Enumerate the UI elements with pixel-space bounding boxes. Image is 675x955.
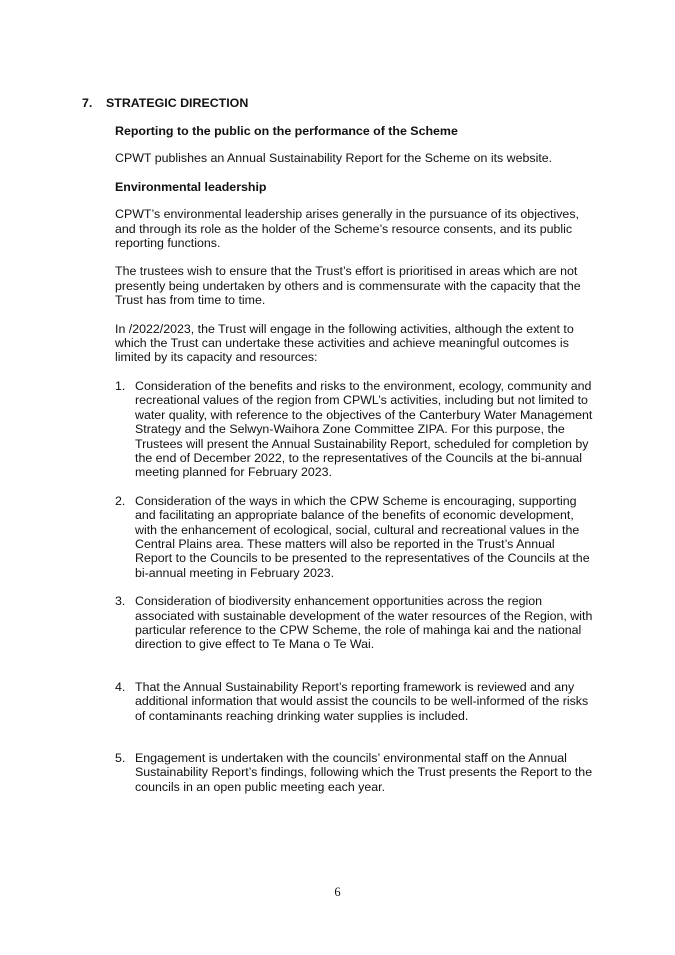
- reporting-heading: Reporting to the public on the performance of the Scheme: [115, 124, 458, 138]
- list-marker: 1.: [115, 378, 126, 393]
- list-item-text: Consideration of biodiversity enhancement opportunities across the region associated with sustainable development of the water resources of the Region, with particular reference to the CPW Scheme, the role of mahinga kai and the national direction to give effect to Te Mana o Te Wai.: [135, 594, 593, 652]
- section-number: 7.: [82, 96, 93, 110]
- list-item-text: Consideration of the ways in which the CPW Scheme is encouraging, supporting and facilitating an appropriate balance of the benefits of economic development, with the enhancement of ecological, social, cultural and recreational values in the Central Plains area. These matters will also be reported in the Trust’s Annual Report to the Councils to be presented to the representatives of the Councils at the bi-annual meeting in February 2023.: [135, 493, 590, 580]
- environmental-paragraph-3: In /2022/2023, the Trust will engage in the following activities, although the extent to which the Trust can undertake these activities and achieve meaningful outcomes is limited by its capacity and resources:: [115, 321, 574, 365]
- list-marker: 3.: [115, 594, 126, 609]
- environmental-paragraph-1: CPWT’s environmental leadership arises generally in the pursuance of its objectives, and through its role as the holder of the Scheme’s resource consents, and its public reporting functions.: [115, 207, 579, 251]
- list-marker: 2.: [115, 493, 126, 508]
- section-content: [115, 124, 595, 808]
- list-item-text: That the Annual Sustainability Report’s reporting framework is reviewed and any additional information that would assist the councils to be well-informed of the risks of contaminants reaching drinking water supplies is included.: [135, 679, 589, 723]
- list-item-text: Consideration of the benefits and risks to the environment, ecology, community and recreational values of the region from CPWL’s activities, including but not limited to water quality, with reference to the objectives of the Canterbury Water Management Strategy and the Selwyn-Waihora Zone Committee ZIPA. For this purpose, the Trustees will present the Annual Sustainability Report, scheduled for completion by the end of December 2022, to the representatives of the Councils at the bi-annual meeting planned for February 2023.: [135, 378, 593, 480]
- list-marker: 4.: [115, 679, 126, 694]
- list-item: [115, 751, 595, 794]
- list-item: [115, 594, 595, 652]
- page-number: 6: [334, 885, 341, 899]
- environmental-paragraph-2: The trustees wish to ensure that the Trust’s effort is prioritised in areas which are not presently being undertaken by others and is commensurate with the capacity that the Trust has from time to time.: [115, 264, 581, 308]
- list-marker: 5.: [115, 751, 126, 765]
- list-item-text: Engagement is undertaken with the councils’ environmental staff on the Annual Sustainability Report’s findings, following which the Trust presents the Report to the councils in an open public meeting each year.: [135, 751, 593, 794]
- reporting-paragraph: CPWT publishes an Annual Sustainability Report for the Scheme on its website.: [115, 151, 553, 166]
- section-title: STRATEGIC DIRECTION: [106, 96, 249, 110]
- list-item: [115, 680, 595, 723]
- list-item: [115, 494, 595, 580]
- activities-list: [115, 379, 595, 794]
- section-heading: [82, 96, 248, 110]
- list-item: [115, 379, 595, 480]
- environmental-heading: Environmental leadership: [115, 179, 267, 194]
